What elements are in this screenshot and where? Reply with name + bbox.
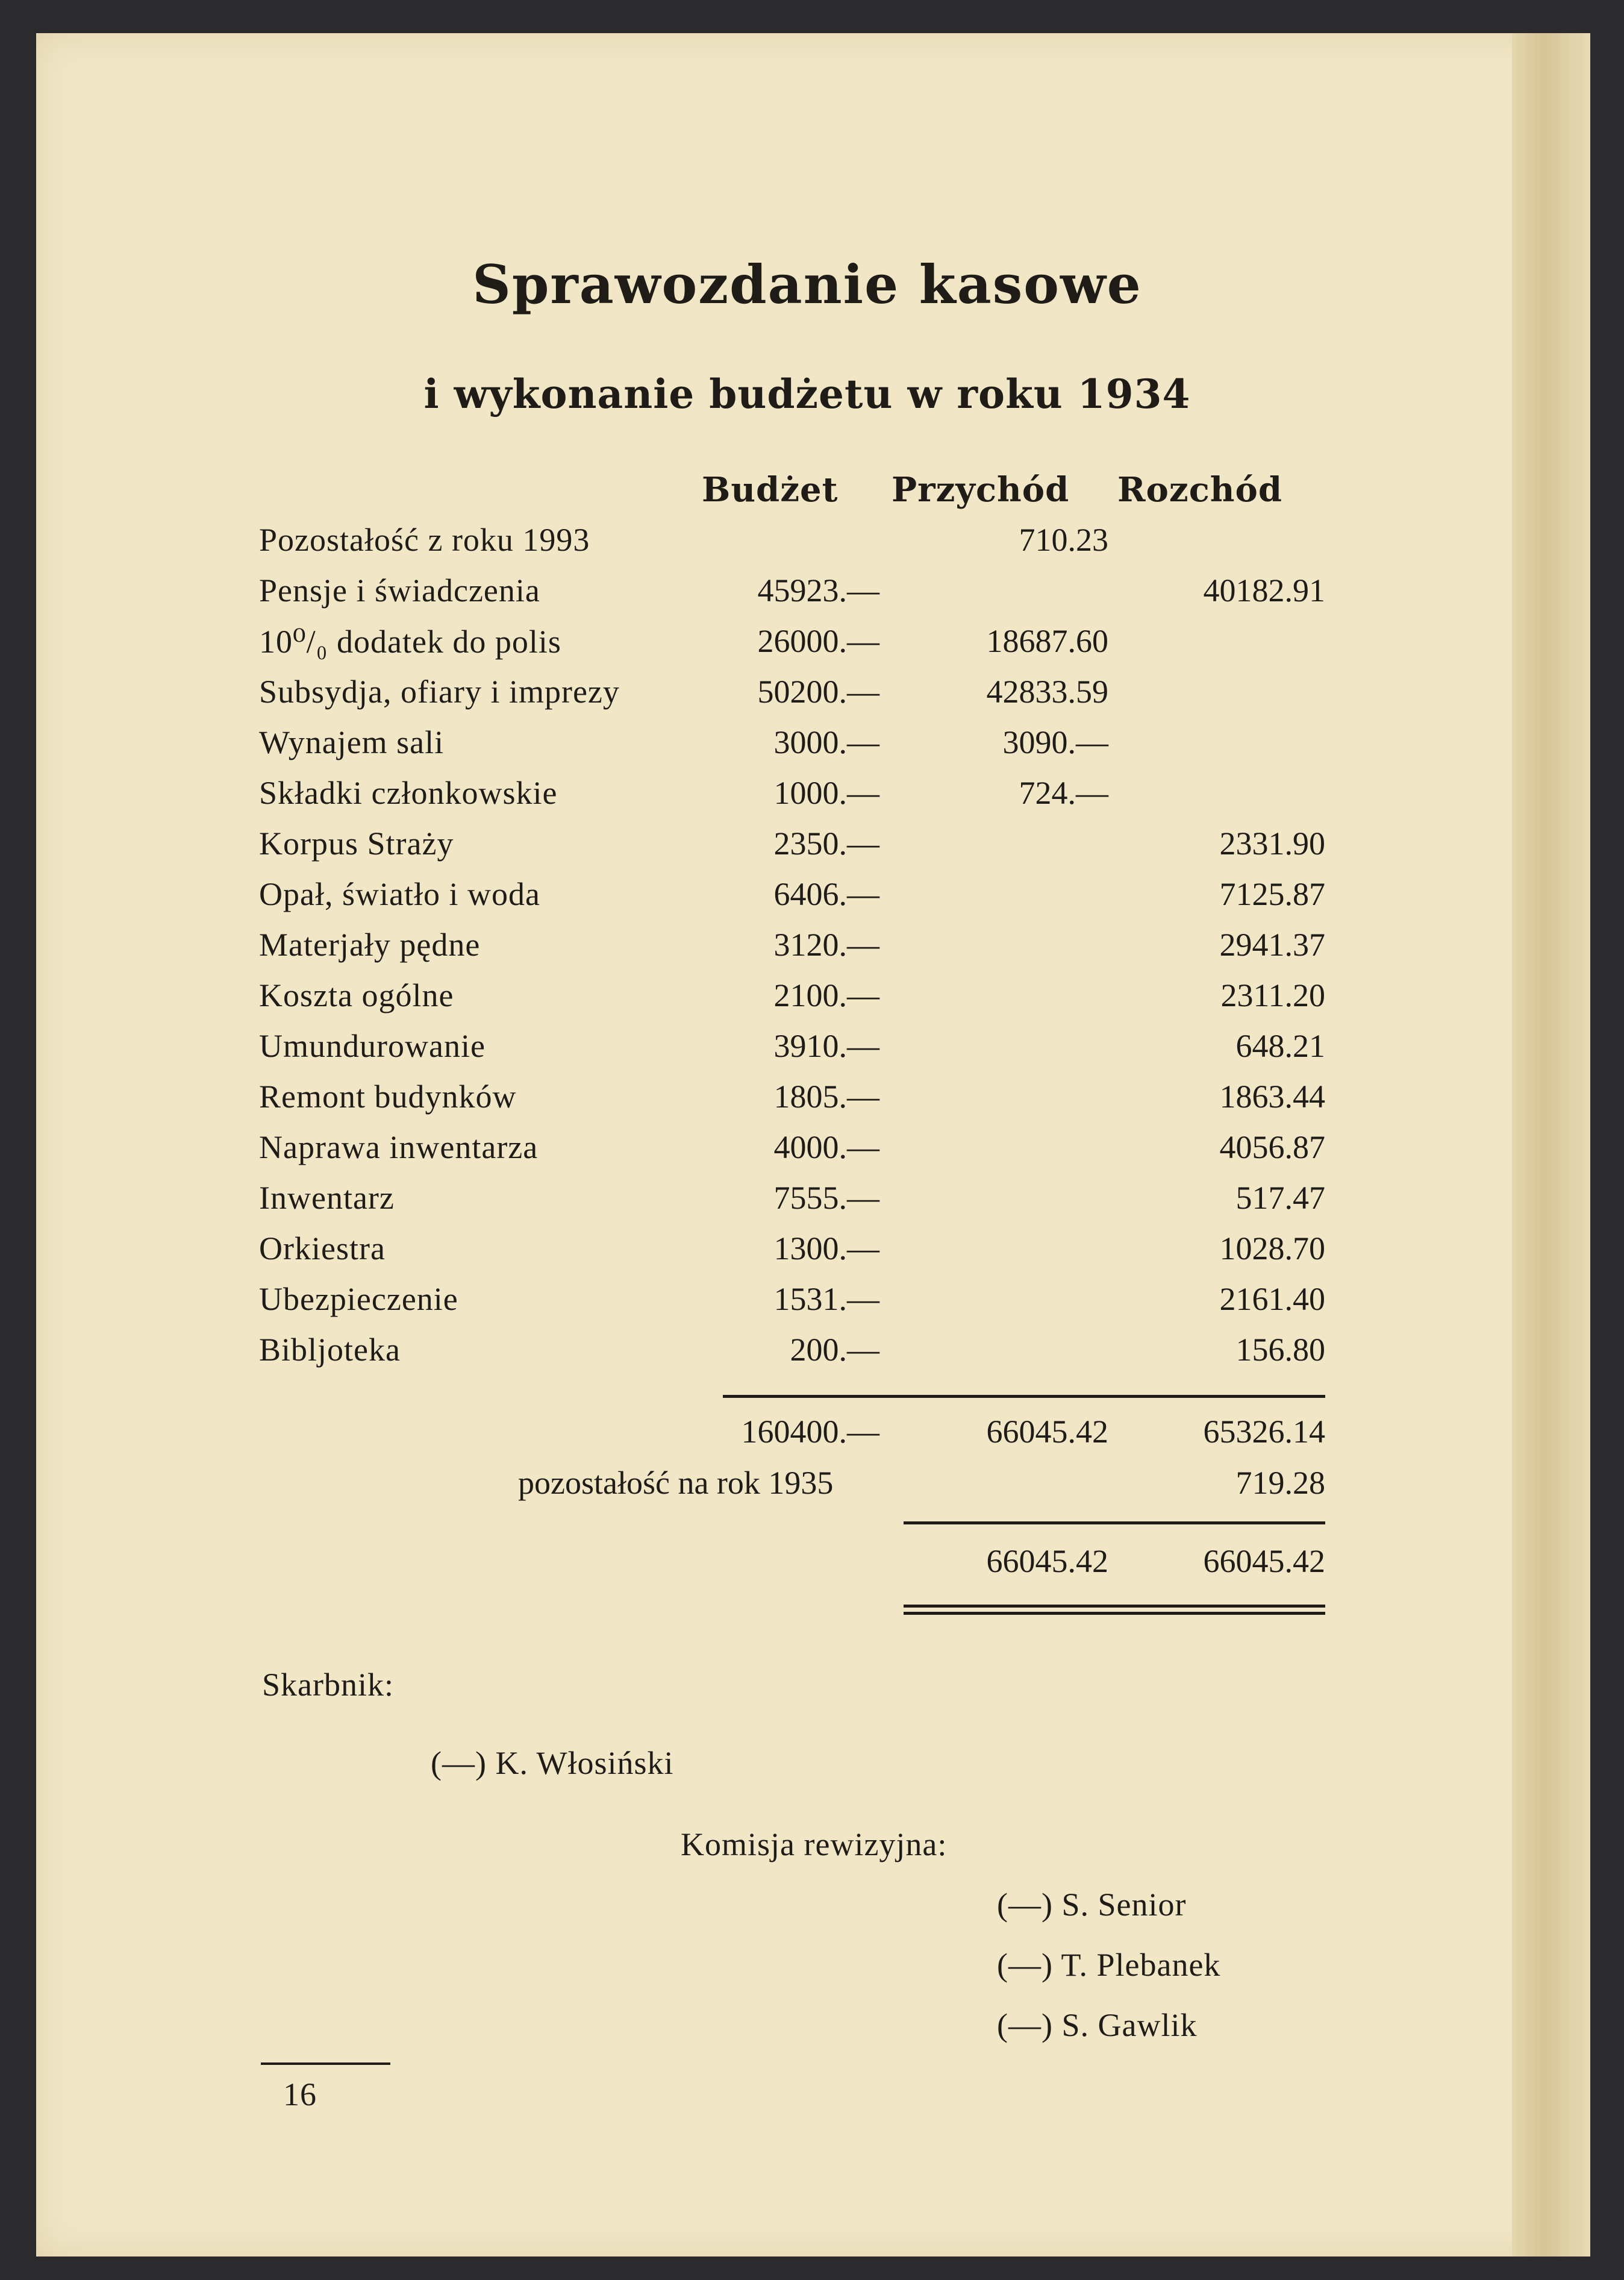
table-row	[36, 1230, 1590, 1280]
grand-total-rule-double-2	[904, 1612, 1325, 1615]
budget-cell: 1000.—	[773, 775, 879, 811]
table-row	[36, 825, 1590, 875]
page-number: 16	[283, 2076, 317, 2112]
row-label: Naprawa inwentarza	[259, 1129, 539, 1165]
income-cell: 3090.—	[1002, 724, 1108, 760]
budget-cell: 3120.—	[773, 927, 879, 963]
carryover-expense: 719.28	[1235, 1465, 1325, 1501]
grand-total-rule-double-1	[904, 1605, 1325, 1608]
row-label: Wynajem sali	[259, 724, 445, 760]
table-row	[36, 673, 1590, 724]
row-label: Remont budynków	[259, 1079, 517, 1115]
table-row	[36, 572, 1590, 622]
expense-cell: 1028.70	[1219, 1230, 1325, 1267]
expense-cell: 4056.87	[1219, 1129, 1325, 1165]
expense-cell: 517.47	[1235, 1180, 1325, 1216]
budget-cell: 200.—	[790, 1332, 879, 1368]
totals-rule	[723, 1395, 1325, 1398]
carryover-row	[36, 1464, 1590, 1515]
table-row	[36, 1078, 1590, 1129]
total-budget: 160400.—	[741, 1414, 879, 1450]
grand-total-expense: 66045.42	[1203, 1543, 1325, 1579]
expense-cell: 7125.87	[1219, 876, 1325, 912]
row-label: Inwentarz	[259, 1180, 395, 1216]
row-label: Materjały pędne	[259, 927, 481, 963]
budget-cell: 45923.—	[757, 572, 879, 609]
row-label: Składki członkowskie	[259, 775, 558, 811]
grand-totals-row	[36, 1542, 1590, 1593]
table-row	[36, 1129, 1590, 1179]
income-cell: 724.—	[1019, 775, 1108, 811]
table-row	[36, 1331, 1590, 1382]
row-label: Korpus Straży	[259, 825, 454, 862]
table-row	[36, 1179, 1590, 1230]
expense-cell: 2331.90	[1219, 825, 1325, 862]
budget-cell: 6406.—	[773, 876, 879, 912]
grand-total-income: 66045.42	[986, 1543, 1108, 1579]
expense-cell: 2161.40	[1219, 1281, 1325, 1317]
budget-cell: 26000.—	[757, 623, 879, 659]
expense-cell: 2941.37	[1219, 927, 1325, 963]
budget-cell: 3000.—	[773, 724, 879, 760]
row-label: Orkiestra	[259, 1230, 386, 1267]
table-row	[36, 977, 1590, 1027]
budget-cell: 2350.—	[773, 825, 879, 862]
column-header-expense: Rozchód	[1117, 470, 1283, 510]
expense-cell: 40182.91	[1203, 572, 1325, 609]
budget-cell: 2100.—	[773, 977, 879, 1013]
audit-member: (—) S. Senior	[997, 1887, 1187, 1923]
table-row	[36, 622, 1590, 673]
carryover-label: pozostałość na rok 1935	[518, 1465, 834, 1501]
table-row	[36, 724, 1590, 774]
page-number-rule	[261, 2062, 390, 2065]
income-cell: 18687.60	[986, 623, 1108, 659]
totals-row	[36, 1413, 1590, 1464]
treasurer-label: Skarbnik:	[262, 1667, 394, 1703]
row-label: 10⁰/₀ dodatek do polis	[259, 624, 561, 660]
budget-cell: 1531.—	[773, 1281, 879, 1317]
income-cell: 710.23	[1019, 522, 1108, 558]
row-label: Opał, światło i woda	[259, 876, 540, 912]
total-income: 66045.42	[986, 1414, 1108, 1450]
document-page	[36, 33, 1590, 2257]
audit-member: (—) S. Gawlik	[997, 2007, 1198, 2043]
row-label: Pozostałość z roku 1993	[259, 522, 590, 558]
row-label: Subsydja, ofiary i imprezy	[259, 674, 620, 710]
expense-cell: 2311.20	[1220, 977, 1325, 1013]
income-cell: 42833.59	[986, 674, 1108, 710]
row-label: Pensje i świadczenia	[259, 572, 540, 609]
budget-cell: 4000.—	[773, 1129, 879, 1165]
page-title: Sprawozdanie kasowe	[472, 253, 1142, 316]
row-label: Ubezpieczenie	[259, 1281, 458, 1317]
expense-cell: 648.21	[1235, 1028, 1325, 1064]
table-row	[36, 1280, 1590, 1331]
row-label: Bibljoteka	[259, 1332, 401, 1368]
table-row	[36, 926, 1590, 977]
column-header-income: Przychód	[892, 470, 1070, 510]
expense-cell: 156.80	[1235, 1332, 1325, 1368]
treasurer-signature: (—) K. Włosiński	[431, 1745, 674, 1781]
row-label: Umundurowanie	[259, 1028, 486, 1064]
budget-cell: 1300.—	[773, 1230, 879, 1267]
budget-cell: 7555.—	[773, 1180, 879, 1216]
grand-total-rule-top	[904, 1521, 1325, 1524]
table-row	[36, 1027, 1590, 1078]
page-subtitle: i wykonanie budżetu w roku 1934	[423, 371, 1191, 418]
budget-cell: 3910.—	[773, 1028, 879, 1064]
expense-cell: 1863.44	[1219, 1079, 1325, 1115]
audit-member: (—) T. Plebanek	[997, 1947, 1221, 1983]
column-header-budget: Budżet	[702, 470, 839, 510]
table-row	[36, 774, 1590, 825]
audit-committee-label: Komisja rewizyjna:	[681, 1826, 948, 1862]
budget-cell: 50200.—	[757, 674, 879, 710]
budget-cell: 1805.—	[773, 1079, 879, 1115]
table-row	[36, 875, 1590, 926]
row-label: Koszta ogólne	[259, 977, 454, 1013]
total-expense: 65326.14	[1203, 1414, 1325, 1450]
table-row	[36, 521, 1590, 572]
